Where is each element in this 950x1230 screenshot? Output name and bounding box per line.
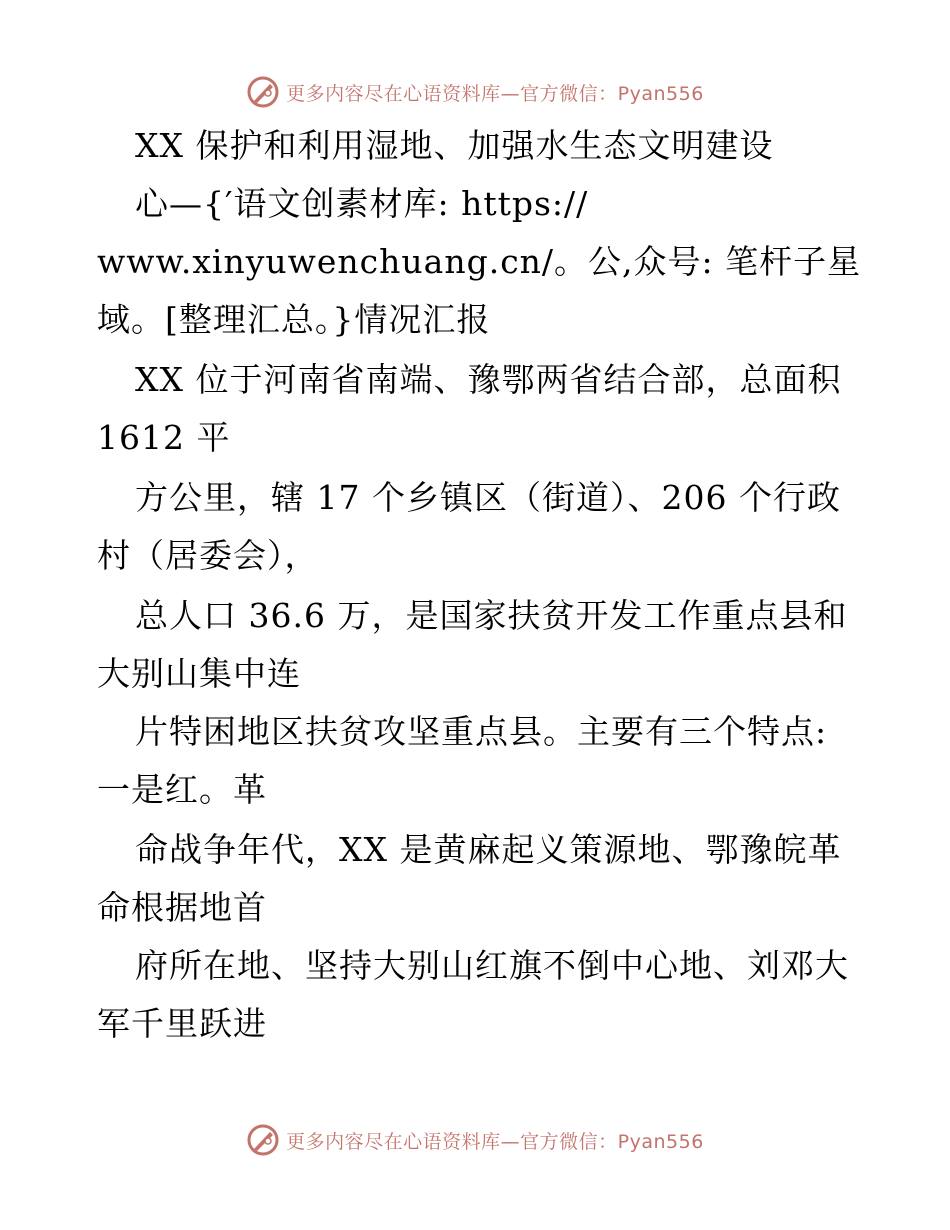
footer-banner-text: 更多内容尽在心语资料库—官方微信：Pyan556 — [286, 1130, 704, 1153]
text-line: 命根据地首 — [97, 888, 267, 927]
text-line: 总人口 36.6 万，是国家扶贫开发工作重点县和 — [135, 596, 848, 635]
text-line: 方公里，辖 17 个乡镇区（街道）、206 个行政 — [135, 478, 841, 517]
text-line: 村（居委会）， — [97, 536, 319, 575]
text-line: 命战争年代，XX 是黄麻起义策源地、鄂豫皖革 — [135, 830, 842, 869]
header-banner — [0, 72, 950, 112]
text-line: 1612 平 — [97, 418, 231, 457]
fountain-pen-logo-icon — [246, 75, 280, 109]
text-line: 府所在地、坚持大别山红旗不倒中心地、刘邓大 — [135, 946, 849, 985]
footer-banner — [0, 1120, 950, 1160]
document-title-line: XX 保护和利用湿地、加强水生态文明建设 — [135, 126, 774, 165]
text-line: 片特困地区扶贫攻坚重点县。主要有三个特点: — [135, 712, 828, 751]
text-line: www.xinyuwenchuang.cn/。公,众号: 笔杆子星 — [97, 242, 862, 281]
text-line: XX 位于河南省南端、豫鄂两省结合部，总面积 — [135, 360, 842, 399]
fountain-pen-logo-icon — [246, 1123, 280, 1157]
text-line: 心—{′语文创素材库: https:// — [135, 184, 589, 223]
text-line: 军千里跃进 — [97, 1004, 267, 1043]
text-line: 大别山集中连 — [97, 654, 301, 693]
header-banner-text: 更多内容尽在心语资料库—官方微信：Pyan556 — [286, 82, 704, 105]
text-line: 一是红。革 — [97, 770, 267, 809]
text-line: 域。[整理汇总。}情况汇报 — [97, 300, 491, 339]
